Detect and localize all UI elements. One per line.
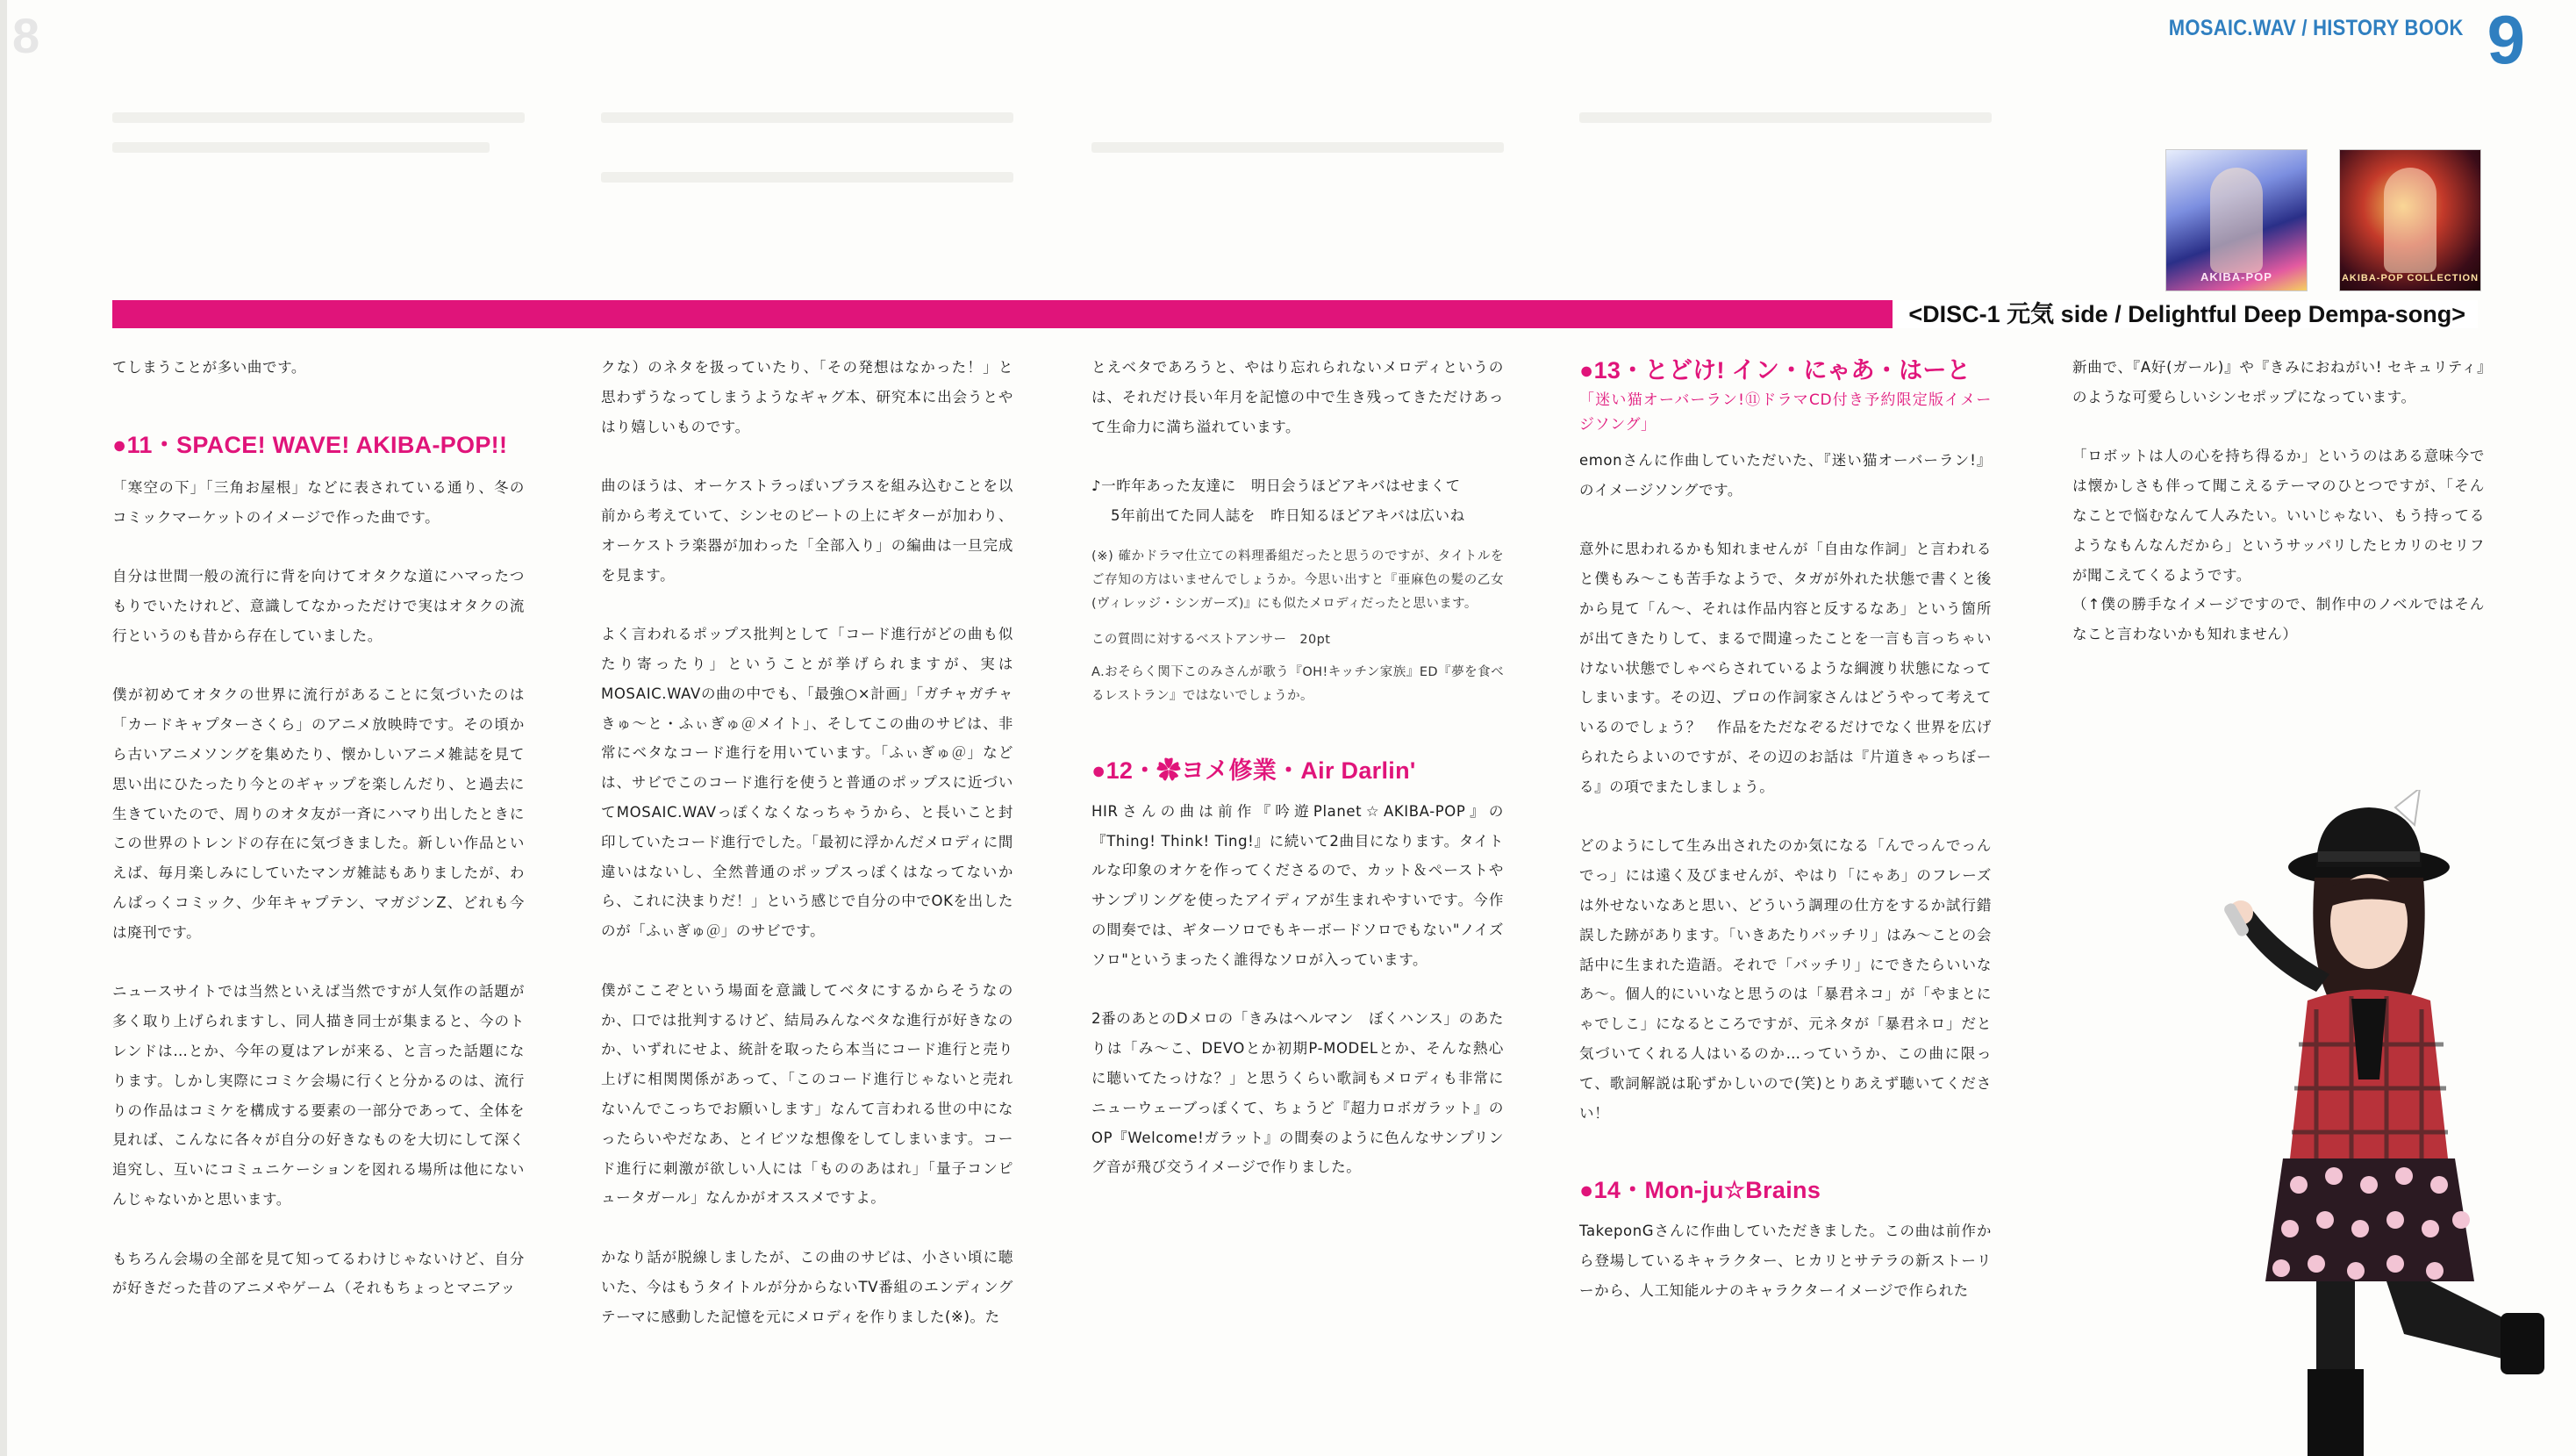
bleed-through-line: [601, 172, 1013, 183]
page-number: 9: [2487, 1, 2525, 78]
disc-banner-label: <DISC-1 元気 side / Delightful Deep Dempa-song>: [1889, 300, 2478, 328]
lyric-line: ♪一昨年あった友達に 明日会うほどアキバはせまくて: [1091, 477, 1461, 495]
album-cover-caption: AKIBA-POP COLLECTION: [2341, 273, 2479, 283]
paragraph-note: （↑僕の勝手なイメージですので、制作中のノベルではそんなこと言わないかも知れません）: [2072, 596, 2485, 643]
paragraph: 僕が初めてオタクの世界に流行があることに気づいたのは「カードキャプターさくら」のアニメ放映時です。その頃から古いアニメソングを集めたり、懐かしいアニメ雑誌を見て思い出にひたったり今とのギャップを楽しんだり、と過去に生きていたので、周りのオタ友が一斉にハマり出したときにこの世界のトレンドの存在に気づきました。新しい作品といえば、毎月楽しみにしていたマンガ雑誌もありましたが、わんぱっくコミック、少年キャプテン、マガジンZ、どれも今は廃刊です。: [112, 686, 525, 941]
paragraph: HIRさんの曲は前作『吟遊Planet☆AKIBA-POP』の『Thing! Think! Ting!』に続いて2曲目になります。タイトルな印象のオケを作ってくださるので、カット＆ペーストやサンプリングを使ったアイディアが生まれやすいです。今作の間奏では、ギターソロでもキーボードソロでもない"ノイズソロ"というまったく誰得なソロが入っています。: [1091, 802, 1504, 968]
text-column-1: [112, 353, 525, 1303]
footnote-best-answer: この質問に対するベストアンサー 20pt: [1091, 632, 1331, 647]
singer-photo-icon: [2185, 790, 2553, 1456]
facing-page-number-bleed: 8: [12, 8, 40, 63]
paragraph: TakeponGさんに作曲していただきました。この曲は前作から登場しているキャラクター、ヒカリとサテラの新ストーリーから、人工知能ルナのキャラクターイメージで作られた: [1579, 1223, 1992, 1299]
page-spine: [0, 0, 7, 1456]
text-column-2: [601, 353, 1013, 1331]
section-heading-track-12: ●12・✿ヨメ修業・Air Darlin': [1091, 757, 1416, 784]
paragraph: よく言われるポップス批判として「コード進行がどの曲も似たり寄ったり」ということが挙げられますが、実はMOSAIC.WAVの曲の中でも、「最強○×計画」「ガチャガチャきゅ〜と・ふぃぎゅ＠メイト」、そしてこの曲のサビは、非常にベタなコード進行を用いています。「ふぃぎゅ＠」などは、サビでこのコード進行を使うと普通のポップスに近づいてMOSAIC.WAVっぽくなくなっちゃうから、と長いこと封印していたコード進行でした。「最初に浮かんだメロディに間違いはないし、全然普通のポップスっぽくはなってないから、これに決まりだ！」という感じで自分の中でOKを出したのが「ふぃぎゅ＠」のサビです。: [601, 626, 1013, 940]
paragraph: とえベタであろうと、やはり忘れられないメロディというのは、それだけ長い年月を記憶の中で生き残ってきただけあって生命力に満ち溢れています。: [1091, 359, 1504, 435]
section-heading-track-14: ●14・Mon-ju☆Brains: [1579, 1177, 1821, 1204]
paragraph: ニュースサイトでは当然といえば当然ですが人気作の話題が多く取り上げられますし、同人描き同士が集まると、今のトレンドは…とか、今年の夏はアレが来る、と言った話題になります。しかし実際にコミケ会場に行くと分かるのは、流行りの作品はコミケを構成する要素の一部分であって、全体を見れば、こんなに各々が自分の好きなものを大切にして深く追究し、互いにコミュニケーションを図れる場所は他にないんじゃないかと思います。: [112, 983, 525, 1208]
bleed-through-line: [1579, 112, 1992, 123]
paragraph: もちろん会場の全部を見て知ってるわけじゃないけど、自分が好きだった昔のアニメやゲーム（それもちょっとマニアッ: [112, 1250, 525, 1297]
text-column-4: [1579, 353, 1992, 1306]
paragraph: 自分は世間一般の流行に背を向けてオタクな道にハマったつもりでいたけれど、意識してなかっただけで実はオタクの流行というのも昔から存在していました。: [112, 568, 525, 644]
footnote-answer: A.おそらく関下このみさんが歌う『OH!キッチン家族』ED『夢を食べるレストラン』ではないでしょうか。: [1091, 664, 1504, 703]
bleed-through-line: [601, 112, 1013, 123]
bleed-through-line: [112, 142, 490, 153]
footnote: (※) 確かドラマ仕立ての料理番組だったと思うのですが、タイトルをご存知の方はいませんでしょうか。今思い出すと『亜麻色の髪の乙女(ヴィレッジ・シンガーズ)』にも似たメロディだったと思います。: [1091, 549, 1504, 611]
paragraph: クな）のネタを扱っていたり、「その発想はなかった！」と思わずうなってしまうようなギャグ本、研究本に出会うとやはり嬉しいものです。: [601, 359, 1013, 435]
paragraph: 新曲で、『A好(ガール)』や『きみにおねがい! セキュリティ』のような可愛らしいシンセポップになっています。: [2072, 359, 2485, 405]
text-column-5: [2072, 353, 2485, 649]
paragraph: 「ロボットは人の心を持ち得るか」というのはある意味今では懐かしさも伴って聞こえるテーマのひとつですが、「そんなことで悩むなんて人みたい。いいじゃない、もう持ってるようなもんなんだから」というサッパリしたヒカリのセリフが聞こえてくるようです。: [2072, 448, 2485, 584]
album-cover-icon: [2210, 168, 2263, 273]
paragraph: 2番のあとのDメロの「きみはヘルマン ぼくハンス」のあたりは「み〜こ、DEVOとか初期P-MODELとか、そんな熱心に聴いてたっけな？」と思うくらい歌詞もメロディも非常にニューウェーブっぽくて、ちょうど『超力ロボガラット』のOP『Welcome!ガラット』の間奏のように色んなサンプリング音が飛び交うイメージで作りました。: [1091, 1010, 1504, 1176]
paragraph: 僕がここぞという場面を意識してベタにするからそうなのか、口では批判するけど、結局みんなベタな進行が好きなのか、いずれにせよ、統計を取ったら本当にコード進行と売り上げに相関関係があって、「このコード進行じゃないと売れないんでこっちでお願いします」なんて言われる世の中になったらいやだなあ、とイビツな想像をしてしまいます。コード進行に刺激が欲しい人には「もののあはれ」「量子コンピュータガール」なんかがオススメですよ。: [601, 981, 1013, 1207]
album-cover-icon: [2384, 168, 2436, 273]
bleed-through-line: [1091, 142, 1504, 153]
bleed-through-line: [112, 112, 525, 123]
album-cover-caption: AKIBA-POP: [2200, 270, 2272, 283]
paragraph: 意外に思われるかも知れませんが「自由な作詞」と言われると僕もみ〜こも苦手なようで、タガが外れた状態で書くと後から見て「ん〜、それは作品内容と反するなあ」という箇所が出てきたりして、まるで間違ったことを一言も言っちゃいけない状態でしゃべらされているような綱渡り状態になってしまいます。その辺、プロの作詞家さんはどうやって考えているのでしょう？ 作品をただなぞるだけでなく世界を広げられたらよいのですが、その辺のお話は『片道きゃっちぼーる』の項でまたしましょう。: [1579, 541, 1992, 795]
running-head: MOSAIC.WAV / HISTORY BOOK: [2169, 16, 2464, 40]
album-cover-collection: [2339, 149, 2481, 291]
text-column-3: [1091, 353, 1504, 1182]
paragraph: てしまうことが多い曲です。: [112, 359, 306, 376]
paragraph: emonさんに作曲していただいた、『迷い猫オーバーラン!』のイメージソングです。: [1579, 452, 1992, 498]
paragraph: どのようにして生み出されたのか気になる「んでっんでっんでっ」には遠く及びませんが、やはり「にゃあ」のフレーズは外せないなあと思い、どういう調理の仕方をするか試行錯誤した跡があります。「いきあたりバッチリ」はみ〜ことの会話中に生まれた造語。それで「バッチリ」にできたらいいなあ〜。個人的にいいなと思うのは「暴君ネコ」が「やまとにゃでしこ」になるところですが、元ネタが「暴君ネロ」だと気づいてくれる人はいるのか…っていうか、この曲に限って、歌詞解説は恥ずかしいので(笑)とりあえず聴いてください！: [1579, 837, 1992, 1122]
paragraph: かなり話が脱線しましたが、この曲のサビは、小さい頃に聴いた、今はもうタイトルが分からないTV番組のエンディングテーマに感動した記憶を元にメロディを作りました(※)。た: [601, 1248, 1013, 1325]
section-heading-track-13: ●13・とどけ! イン・にゃあ・はーと: [1579, 357, 1971, 384]
paragraph: 「寒空の下」「三角お屋根」などに表されている通り、冬のコミックマーケットのイメージで作った曲です。: [112, 478, 525, 526]
lyric-line: 5年前出てた同人誌を 昨日知るほどアキバは広いね: [1111, 506, 1465, 524]
tie-in-caption: 「迷い猫オーバーラン!⑪ドラマCD付き予約限定版イメージソング」: [1579, 391, 1992, 434]
section-heading-track-11: ●11・SPACE! WAVE! AKIBA-POP!!: [112, 431, 508, 458]
disc-banner-bar: [112, 300, 2478, 328]
album-cover-akiba-pop: [2165, 149, 2308, 291]
paragraph: 曲のほうは、オーケストラっぽいブラスを組み込むことを以前から考えていて、シンセのビートの上にギターが加わり、オーケストラ楽器が加わった「全部入り」の編曲は一旦完成を見ます。: [601, 477, 1013, 584]
